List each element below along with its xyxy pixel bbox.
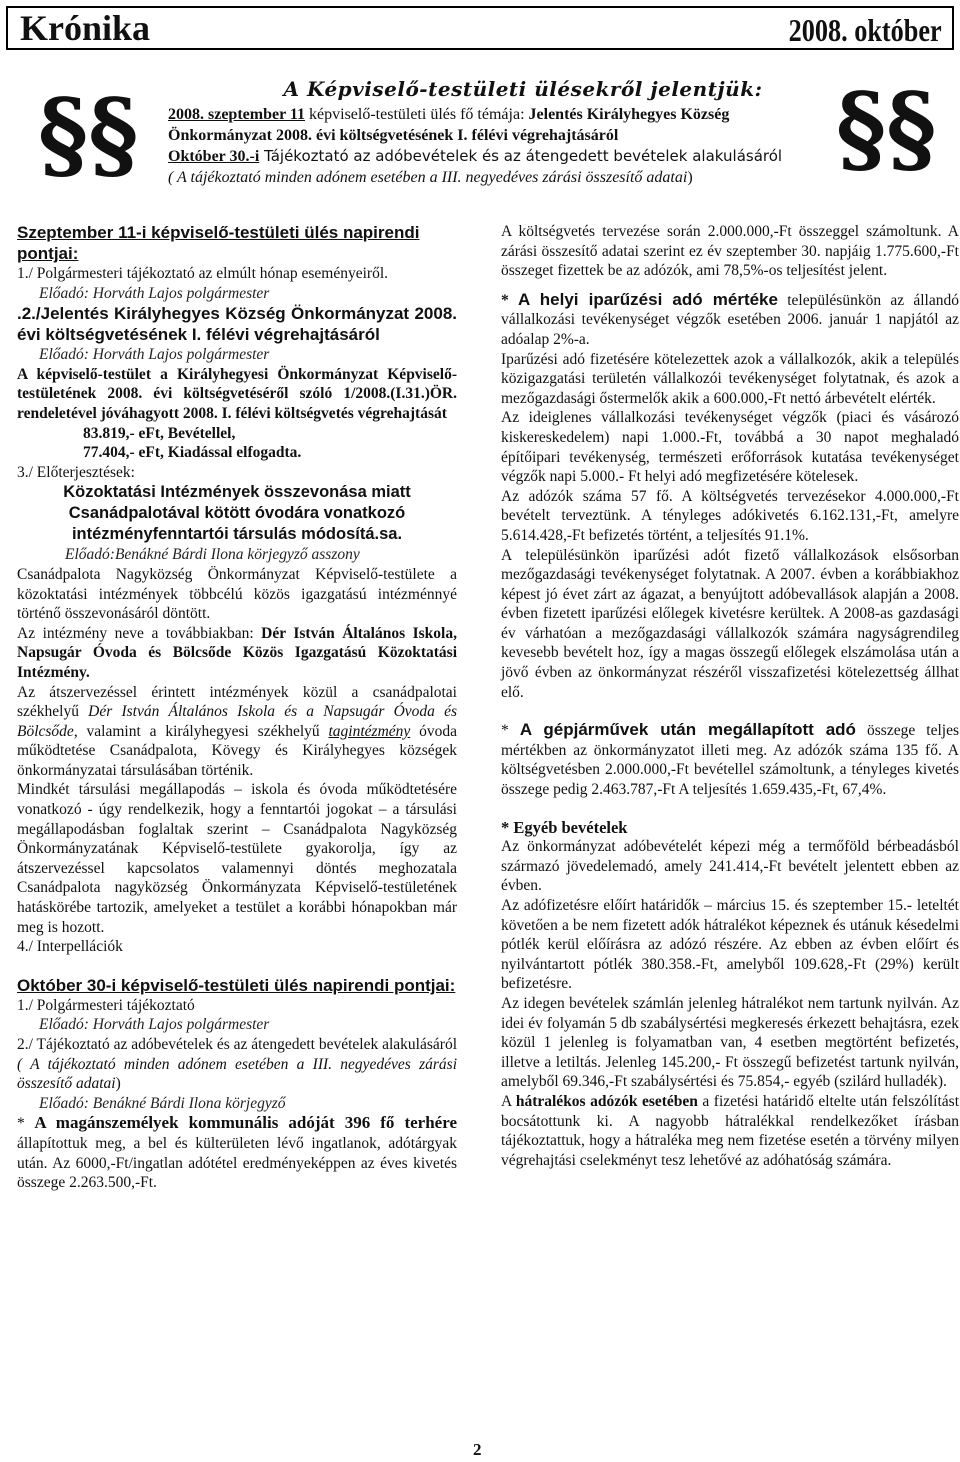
p3-e: óvoda működtetése Csanádpalota, Kövegy és Királyhegyes községek önkormányzatai társulásában történik. — [17, 722, 457, 779]
agenda-item-2: .2./Jelentés Királyhegyes Község Önkormányzat 2008. évi költségvetésének I. félévi végrehajtásáról — [17, 304, 457, 345]
paragraph-4: Mindkét társulási megállapodás – iskola és óvoda működtetésére vonatkozó - úgy rendelkezik, hogy a fenntartói jogokat – a társulási megállapodásban foglaltak szerint – Csanádpalota Nagyközség Önkormányzatának Képviselő-testülete gyakorolja, így az átszervezéssel kapcsolatos valamennyi döntés meghozatala Csanádpalota nagyközség Önkormányzata Képviselő-testületének hatáskörébe tartozik, amelyeket a testület a korábbi hónapokban már meg is hozott. — [17, 781, 457, 936]
paragraph-logo-right — [832, 66, 952, 184]
masthead-bar — [6, 6, 954, 50]
business-star: * — [501, 291, 519, 309]
section-heading: A Képviselő-testületi ülésekről jelentjük: — [283, 77, 763, 101]
oct-speaker-1: Előadó: Horváth Lajos polgármester — [39, 1016, 270, 1034]
p3-b: Dér István Általános Iskola és a Napsugár Óvoda és Bölcsőde — [17, 703, 457, 740]
logo-right-glyph: §§ — [836, 72, 937, 184]
vehicle-bold: A gépjárművek után megállapított adó — [519, 720, 856, 740]
intro-line-october — [168, 146, 818, 167]
oct-item-2 — [17, 1035, 457, 1094]
r-paragraph-6: Az önkormányzat adóbevételét képezi még a termőföld bérbeadásból származó jövedelemadó, amely 241.414,-Ft bevételt jelentett ebben az évben. — [501, 838, 959, 895]
paragraph-logo-left — [34, 72, 154, 190]
arrears-bold: hátralékos adózók esetében — [515, 1092, 698, 1110]
p2-b: Dér István Általános Iskola, Napsugár Óvoda és Bölcsőde Közös Igazgatású Közoktatási Intézmény. — [17, 624, 457, 681]
agenda-item-3-title: Közoktatási Intézmények összevonása miatt Csanádpalotával kötött óvodára vonatkozó intézményfenntartói társulás módosítá.sa. — [63, 483, 411, 544]
r-paragraph-7: Az adófizetésre előírt határidők – március 15. és szeptember 15.- leteltét követően a be nem fizetett adók hátralékot képeznek és utánuk késedelmi pótlék kerül előírásra az adózó részére. Az ebben az évben előírt és nyilvántartott pótlék 380.358.-Ft, amelyből 109.628,-Ft (29%) került befizetésre. — [501, 897, 959, 993]
business-bold: A helyi iparűzési adó mértéke — [518, 289, 778, 309]
logo-left-glyph: §§ — [38, 78, 139, 190]
paragraph-2 — [17, 624, 457, 683]
intro-mid: képviselő-testületi ülés fő témája: — [305, 106, 529, 123]
speaker-1: Előadó: Horváth Lajos polgármester — [39, 284, 270, 302]
intro-date-sept: 2008. szeptember 11 — [168, 106, 306, 123]
agenda-item-3: 3./ Előterjesztések: — [17, 463, 135, 481]
issue-date: 2008. október — [788, 12, 942, 48]
r-paragraph-1: A költségvetés tervezése során 2.000.000,-Ft összeggel számoltunk. A zárási összesítő adatai szerint ez év szeptember 30. napjáig 1.775.600,-Ft összeget fizettek be az adózók, ami 78,5%-os teljesítést jelent. — [501, 223, 959, 280]
arrears-paragraph — [501, 1092, 959, 1170]
section-sign-icon — [34, 72, 154, 190]
r-paragraph-8: Az idegen bevételek számlán jelenleg hátralékot nem tartunk nyilván. Az idei év folyamán 5 db szabálysértési megkeresés érkezett behajtásra, ezek közül 1 jelenleg is folyamatban van, 4 esetben megtörtént befizetés, illetve a letiltás. Jelenleg 145.200,- Ft összegű befizetést tartunk nyilván, amelyből 69.346,-Ft szabálysértési és 75.854,- egyéb (szilárd hulladék). — [501, 994, 959, 1091]
oct-item-2-note: ( A tájékoztató minden adónem esetében a III. negyedéves zárási összesítő adatai — [17, 1055, 457, 1093]
report-intro — [168, 74, 818, 188]
speaker-3-name: Benákné Bárdi Ilona körjegyző asszony — [114, 546, 360, 564]
communal-text: állapítottuk meg, a bel és külterületen lévő ingatlanok, adótárgyak után. Az 6000,-Ft/ingatlan adótétel eredményeképpen az éves kivetés összege 2.263.500,-Ft. — [17, 1134, 457, 1192]
arrears-text: a fizetési határidő eltelte után felszólítást bocsátottunk ki. A nagyobb hátralékkal rendelkezőket írásban tájékoztattuk, hogy a hátraléka meg nem fizetése esetén a törvény milyen végrehajtási cselekményt tesz lehetővé az adóhatóság számára. — [501, 1092, 960, 1169]
agenda-item-1: 1./ Polgármesteri tájékoztató az elmúlt hónap eseményeiről. — [17, 265, 389, 282]
vehicle-tax — [501, 720, 959, 799]
intro-line-note — [168, 167, 818, 188]
r-paragraph-4: Az adózók száma 57 fő. A költségvetés tervezésekor 4.000.000,-Ft bevételt terveztünk. A tényleges adókivetés 6.162.131,-Ft, amelyre 5.614.428,-Ft befizetés történt, a teljesítés 91.1%. — [501, 487, 959, 544]
arrears-a: A — [501, 1092, 516, 1110]
budget-income: 83.819,- eFt, Bevétellel, — [83, 424, 236, 442]
budget-decision: A képviselő-testület a Királyhegyesi Önkormányzat Képviselő-testületének 2008. évi költségvetéséről szóló 1/2008.(I.31.)ÖR. rendeletével jóváhagyott 2008. I. félévi költségvetés végrehajtását — [17, 365, 457, 422]
r-paragraph-5: A településünkön iparűzési adót fizető vállalkozások elsősorban mezőgazdasági tevékenységet folytatnak. A 2007. évben a korábbiakhoz képest jó évet zárt az ágazat, a benyújtott adóbevallások alapján a 2008. évben fizetett iparűzési előlegek kivetésre kerültek. A 2008-as gazdasági év várhatóan a mezőgazdasági vállalkozók számára nagyságrendileg kevesebb bevételt hoz, így a magas összegű előlegek elszámolása után a jövő évben az önkormányzat részéről visszafizetési kötelezettség állhat elő. — [501, 546, 959, 701]
intro-date-oct: Október 30.-i — [168, 148, 260, 165]
intro-note: ( A tájékoztató minden adónem esetében a III. negyedéves zárási összesítő adatai — [168, 169, 688, 186]
october-agenda-heading: Október 30-i képviselő-testületi ülés napirendi pontjai: — [17, 975, 456, 995]
agenda-item-4: 4./ Interpellációk — [17, 938, 123, 956]
vehicle-text: összege teljes mértékben az önkormányzatot illeti meg. Az adózók száma 135 fő. A költségvetésben 2.000.000,-Ft bevétellel számoltunk, a tényleges kivetés összege pedig 2.463.787,-Ft A teljesítés 1.659.435,-Ft, 67,4%. — [501, 722, 959, 799]
speaker-3 — [17, 545, 457, 565]
paragraph-3 — [17, 683, 457, 781]
oct-item-2-end: ) — [115, 1075, 121, 1093]
communal-bold: A magánszemélyek kommunális adóját 396 fő terhére — [34, 1113, 458, 1133]
paragraph-1: Csanádpalota Nagyközség Önkormányzat Képviselő-testülete a közoktatási intézmények többcélú közös igazgatású intézménnyé történő összevonásáról döntött. — [17, 565, 457, 623]
vehicle-star: * — [501, 722, 520, 740]
column-left — [17, 222, 457, 1193]
business-tax — [501, 290, 959, 350]
masthead-title: Krónika — [20, 8, 151, 48]
oct-speaker-2: Előadó: Benákné Bárdi Ilona körjegyző — [39, 1094, 286, 1112]
budget-expense: 77.404,- eFt, Kiadással elfogadta. — [83, 444, 302, 462]
p3-d: tagintézmény — [328, 722, 411, 740]
intro-note-end: ) — [687, 169, 693, 186]
p3-c: , valamint a királyhegyesi székhelyű — [73, 722, 329, 740]
r-paragraph-2: Iparűzési adó fizetésére kötelezettek azok a vállalkozók, akik a település közigazgatási területén vállalkozói tevékenységet folytatnak, és azok a mezőgazdasági őstermelők akik a 600.000,-Ft nettó árbevételt elérték. — [501, 350, 959, 407]
intro-line-september — [168, 104, 818, 146]
speaker-2: Előadó: Horváth Lajos polgármester — [39, 346, 270, 364]
page-number: 2 — [473, 1440, 482, 1459]
p2-a: Az intézmény neve a továbbiakban: — [17, 624, 262, 642]
september-agenda-heading: Szeptember 11-i képviselő-testületi ülés napirendi pontjai: — [17, 223, 420, 263]
other-income-heading: * Egyéb bevételek — [501, 817, 628, 837]
section-sign-icon — [832, 66, 952, 184]
column-right — [501, 222, 959, 1170]
intro-topic: Jelentés Királyhegyes Község Önkormányzat 2008. évi költségvetésének I. félévi végrehajtásáról — [168, 106, 730, 144]
intro-oct-text: Tájékoztató az adóbevételek és az átengedett bevételek alakulásáról — [259, 147, 783, 165]
p3-a: Az átszervezéssel érintett intézmények közül a csanádpalotai székhelyű — [17, 683, 457, 721]
communal-tax — [17, 1113, 457, 1192]
oct-item-1: 1./ Polgármesteri tájékoztató — [17, 996, 195, 1014]
oct-item-2-text: 2./ Tájékoztató az adóbevételek és az átengedett bevételek alakulásáról — [17, 1036, 457, 1053]
communal-star: * — [17, 1115, 35, 1133]
r-paragraph-3: Az ideiglenes vállalkozási tevékenységet végzők (piaci és vásározó kiskereskedelem) napi 1.000.-Ft, továbbá a 30 napot meghaladó építőipari tevékenység, természeti erőforrások kutatása tevékenységet végzők napi 5.000.- Ft helyi adó megfizetésére kötelesek. — [501, 409, 959, 486]
business-text: településünkön az állandó vállalkozási tevékenységet végzők esetében 2006. január 1 napjától az adóalap 2%-a. — [501, 291, 959, 348]
speaker-3-prefix: Előadó: — [65, 546, 115, 564]
